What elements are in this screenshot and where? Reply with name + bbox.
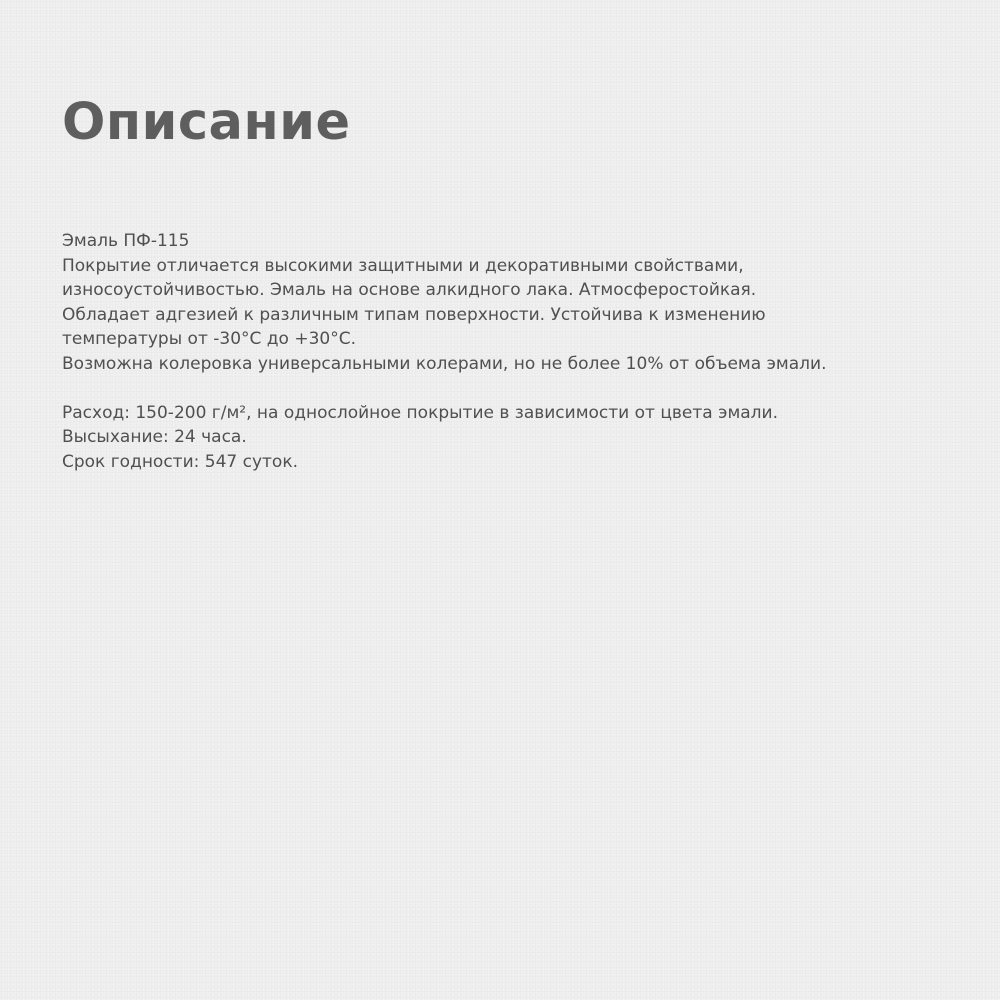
description-line: Покрытие отличается высокими защитными и декоративными свойствами, bbox=[62, 255, 744, 276]
page-title: Описание bbox=[62, 93, 351, 152]
description-line: Обладает адгезией к различным типам поверхности. Устойчива к изменению bbox=[62, 304, 766, 325]
shelf-life-spec: Срок годности: 547 суток. bbox=[62, 451, 298, 472]
paragraph-spacer bbox=[62, 376, 982, 401]
drying-spec: Высыхание: 24 часа. bbox=[62, 427, 247, 447]
consumption-spec: Расход: 150-200 г/м², на однослойное покрытие в зависимости от цвета эмали. bbox=[62, 402, 779, 423]
description-line: температуры от -30°С до +30°С. bbox=[62, 329, 357, 349]
description-line: Возможна колеровка универсальными колерами, но не более 10% от объема эмали. bbox=[62, 353, 827, 374]
description-text bbox=[62, 229, 982, 474]
description-line: износоустойчивостью. Эмаль на основе алкидного лака. Атмосферостойкая. bbox=[62, 280, 757, 300]
product-name: Эмаль ПФ-115 bbox=[62, 231, 190, 251]
